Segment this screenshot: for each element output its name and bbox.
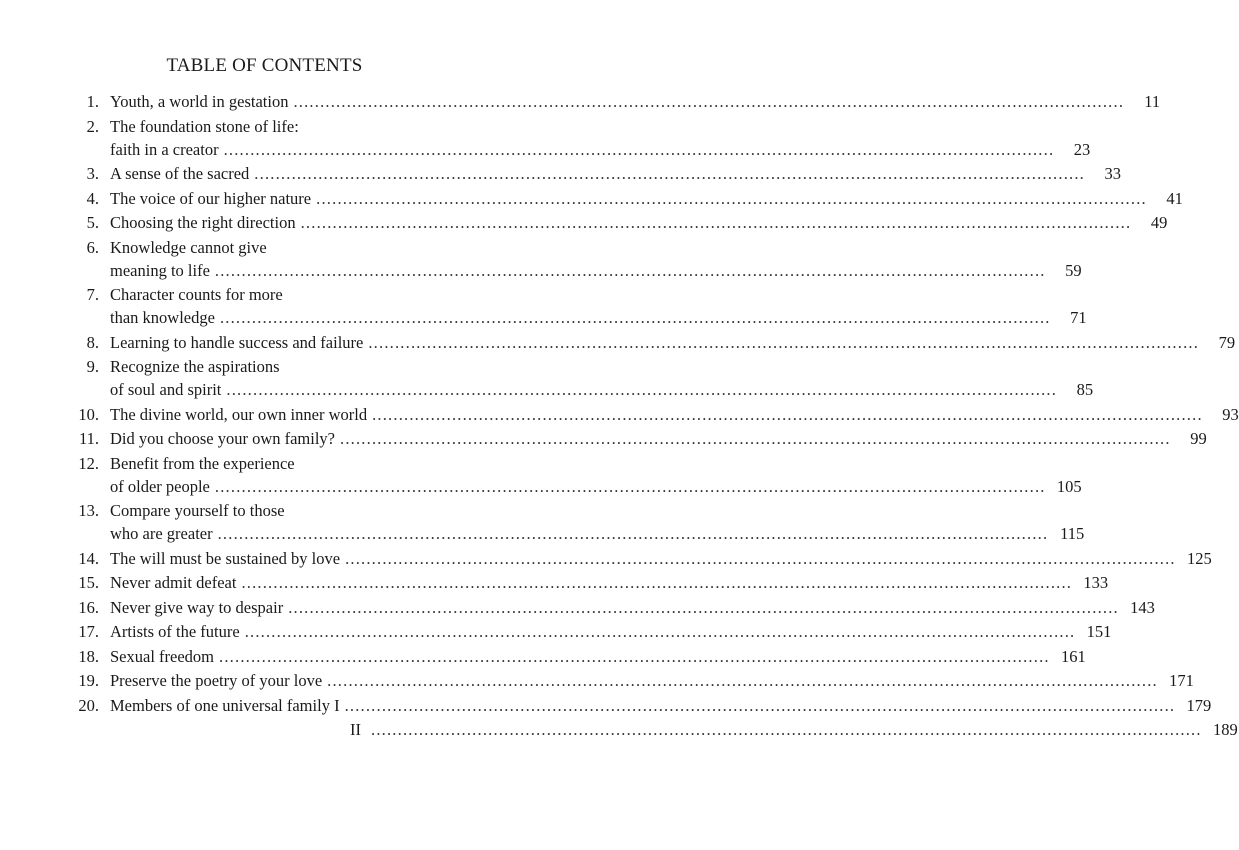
dot-leader [368,331,1199,354]
toc-entry-title: Recognize the aspirations [110,357,280,376]
toc-entry[interactable] [74,645,1086,668]
toc-entry-line [110,645,1086,668]
toc-entry-body [110,452,1082,498]
toc-entry[interactable] [74,331,1236,354]
toc-entry[interactable] [74,162,1121,185]
toc-entry[interactable] [74,283,1087,329]
toc-entry-title: faith in a creator [110,139,219,159]
toc-entry-line [110,306,1087,329]
toc-entry[interactable] [74,187,1183,210]
toc-page-number: 171 [1169,671,1194,690]
toc-entry-title: than knowledge [110,308,215,327]
toc-entry[interactable] [74,115,1091,161]
toc-entry-title: Preserve the poetry of your love [110,671,323,690]
toc-entry-number: 1. [86,92,99,111]
toc-entry[interactable] [74,427,1207,450]
toc-entry-number: 13. [78,501,99,520]
toc-entry-body [110,283,1087,329]
toc-entry-line [110,138,1090,161]
toc-entry-line [110,259,1082,282]
toc-entry[interactable] [74,571,1109,594]
toc-entry-title: of older people [110,476,210,496]
toc-entry[interactable] [74,694,1212,717]
toc-entry-number: 12. [78,453,99,473]
toc-entry-line [110,90,1160,113]
toc-entry-body [110,162,1121,185]
toc-entry-title: The divine world, our own inner world [110,404,368,424]
toc-entry-body [110,669,1194,692]
toc-entry-title: Benefit from the experience [110,453,295,473]
toc-entry[interactable] [74,403,1239,426]
toc-entry-body [110,355,1093,401]
toc-entry[interactable] [74,499,1085,545]
toc-entry-body [110,90,1160,113]
dot-leader [215,259,1046,282]
dot-leader [215,475,1046,498]
dot-leader [301,211,1132,234]
toc-entry-line [110,187,1183,210]
toc-entry-number: 10. [78,404,99,424]
toc-entry[interactable] [74,596,1155,619]
toc-entry-title: Compare yourself to those [110,501,285,520]
toc-entry-body [110,694,1211,717]
toc-entry-body [110,547,1212,570]
table-of-contents [74,90,1239,718]
toc-entry-body [110,211,1167,234]
toc-entry-body [110,427,1207,450]
toc-entry-body [110,236,1082,282]
toc-entry-number: 8. [86,332,99,352]
dot-leader [218,522,1049,545]
dot-leader [340,427,1171,450]
toc-entry-title: The voice of our higher nature [110,188,312,208]
toc-entry-line [110,355,1093,378]
toc-entry-title: Character counts for more [110,285,283,304]
toc-entry-body [110,499,1084,545]
toc-entry-line [110,522,1084,545]
toc-entry-number: 5. [86,213,99,232]
dot-leader [327,669,1158,692]
toc-entry-number: 20. [78,695,99,715]
dot-leader [345,547,1176,570]
toc-entry-line [110,596,1155,619]
dot-leader [288,596,1119,619]
toc-entry-body [110,571,1108,594]
toc-page-number: 11 [1144,92,1161,111]
toc-entry-title: of soul and spirit [110,380,222,399]
dot-leader [224,138,1055,161]
dot-leader [220,306,1051,329]
dot-leader [345,694,1176,717]
toc-entry-title: Youth, a world in gestation [110,92,289,111]
toc-entry[interactable] [74,355,1094,401]
toc-entry-title: Did you choose your own family? [110,429,335,448]
dot-leader [254,162,1085,185]
toc-page-number: 105 [1056,476,1082,496]
toc-entry-title: Never give way to despair [110,597,284,617]
toc-entry-number: 11. [78,429,99,448]
toc-page-number: 143 [1130,597,1155,617]
dot-leader [241,571,1072,594]
toc-entry-title: Never admit defeat [110,573,237,592]
toc-entry-line [110,620,1111,643]
toc-entry-line [110,499,1084,522]
dot-leader [219,645,1050,668]
toc-entry-title: Artists of the future [110,622,240,641]
toc-entry-body [110,187,1183,210]
toc-entry-line [110,331,1235,354]
dot-leader [293,90,1124,113]
toc-entry-title: A sense of the sacred [110,164,250,183]
toc-page-number: 49 [1150,213,1168,232]
toc-page-number: 33 [1104,164,1121,183]
toc-entry[interactable] [74,90,1161,113]
toc-entry-number: 16. [78,597,99,617]
toc-page-number: 133 [1083,573,1109,592]
toc-page-number: 179 [1186,695,1212,715]
toc-page-number: 151 [1086,622,1112,641]
toc-entry-body [110,331,1235,354]
dot-leader [316,187,1147,210]
toc-entry-number: 2. [86,116,99,136]
toc-entry[interactable] [74,547,1212,570]
toc-entry-line [110,427,1207,450]
toc-page-number: 79 [1218,332,1236,352]
toc-entry-number: 9. [86,357,99,376]
toc-entry[interactable] [74,211,1168,234]
toc-entry[interactable] [74,236,1082,282]
toc-entry[interactable] [74,452,1082,498]
toc-entry-line [110,403,1239,426]
toc-entry-line [110,211,1167,234]
toc-entry-line [110,452,1082,475]
toc-entry-number: 4. [86,188,99,208]
toc-page-number: 71 [1070,308,1087,327]
toc-entry-title: The will must be sustained by love [110,548,341,568]
toc-entry-line [110,283,1087,306]
toc-entry-body [110,620,1111,643]
toc-entry-number: 14. [78,548,99,568]
toc-entry-line [110,694,1211,717]
toc-entry-title: Sexual freedom [110,646,215,666]
toc-entry-title: Knowledge cannot give [110,237,267,257]
toc-page-number: 189 [1212,720,1238,739]
toc-page-number: 125 [1187,548,1212,568]
toc-entry-line [110,571,1108,594]
toc-entry-number: 17. [78,622,99,641]
toc-page-number: 41 [1166,188,1183,208]
toc-page-number: 59 [1065,260,1082,280]
toc-entry-line [110,115,1090,138]
toc-entry-20-part-ii[interactable] [350,720,1238,740]
toc-entry-body [110,645,1086,668]
toc-entry-body [110,596,1155,619]
toc-entry-title: Members of one universal family I [110,695,340,715]
toc-page-number: 99 [1190,429,1207,448]
toc-page-number: 115 [1060,524,1085,543]
toc-page-number: 93 [1222,404,1239,424]
toc-entry-number: 15. [78,573,99,592]
toc-entry-label: II [350,720,361,739]
toc-entry-title: Learning to handle success and failure [110,332,364,352]
toc-entry-line [110,669,1194,692]
toc-entry-number: 7. [86,285,99,304]
toc-entry-title: Choosing the right direction [110,213,296,232]
toc-entry-body [110,403,1239,426]
page-title: TABLE OF CONTENTS [166,55,363,76]
dot-leader [226,378,1057,401]
toc-entry-line [110,236,1082,259]
toc-entry-line [110,547,1212,570]
toc-page-number: 161 [1060,646,1086,666]
toc-page-number: 85 [1076,380,1094,399]
toc-entry-number: 3. [86,164,99,183]
toc-entry[interactable] [74,669,1194,692]
toc-entry-number: 6. [86,237,99,257]
toc-entry-title: who are greater [110,524,213,543]
toc-page-number: 23 [1073,139,1091,159]
toc-entry-body [110,115,1090,161]
toc-entry-number: 18. [78,646,99,666]
toc-entry-line [110,378,1093,401]
toc-entry-line [110,162,1121,185]
dot-leader [371,720,1202,740]
dot-leader [245,620,1076,643]
toc-entry-title: meaning to life [110,260,210,280]
toc-entry-number: 19. [78,671,99,690]
toc-entry[interactable] [74,620,1112,643]
dot-leader [372,403,1203,426]
toc-entry-line [110,475,1082,498]
toc-entry-title: The foundation stone of life: [110,116,299,136]
